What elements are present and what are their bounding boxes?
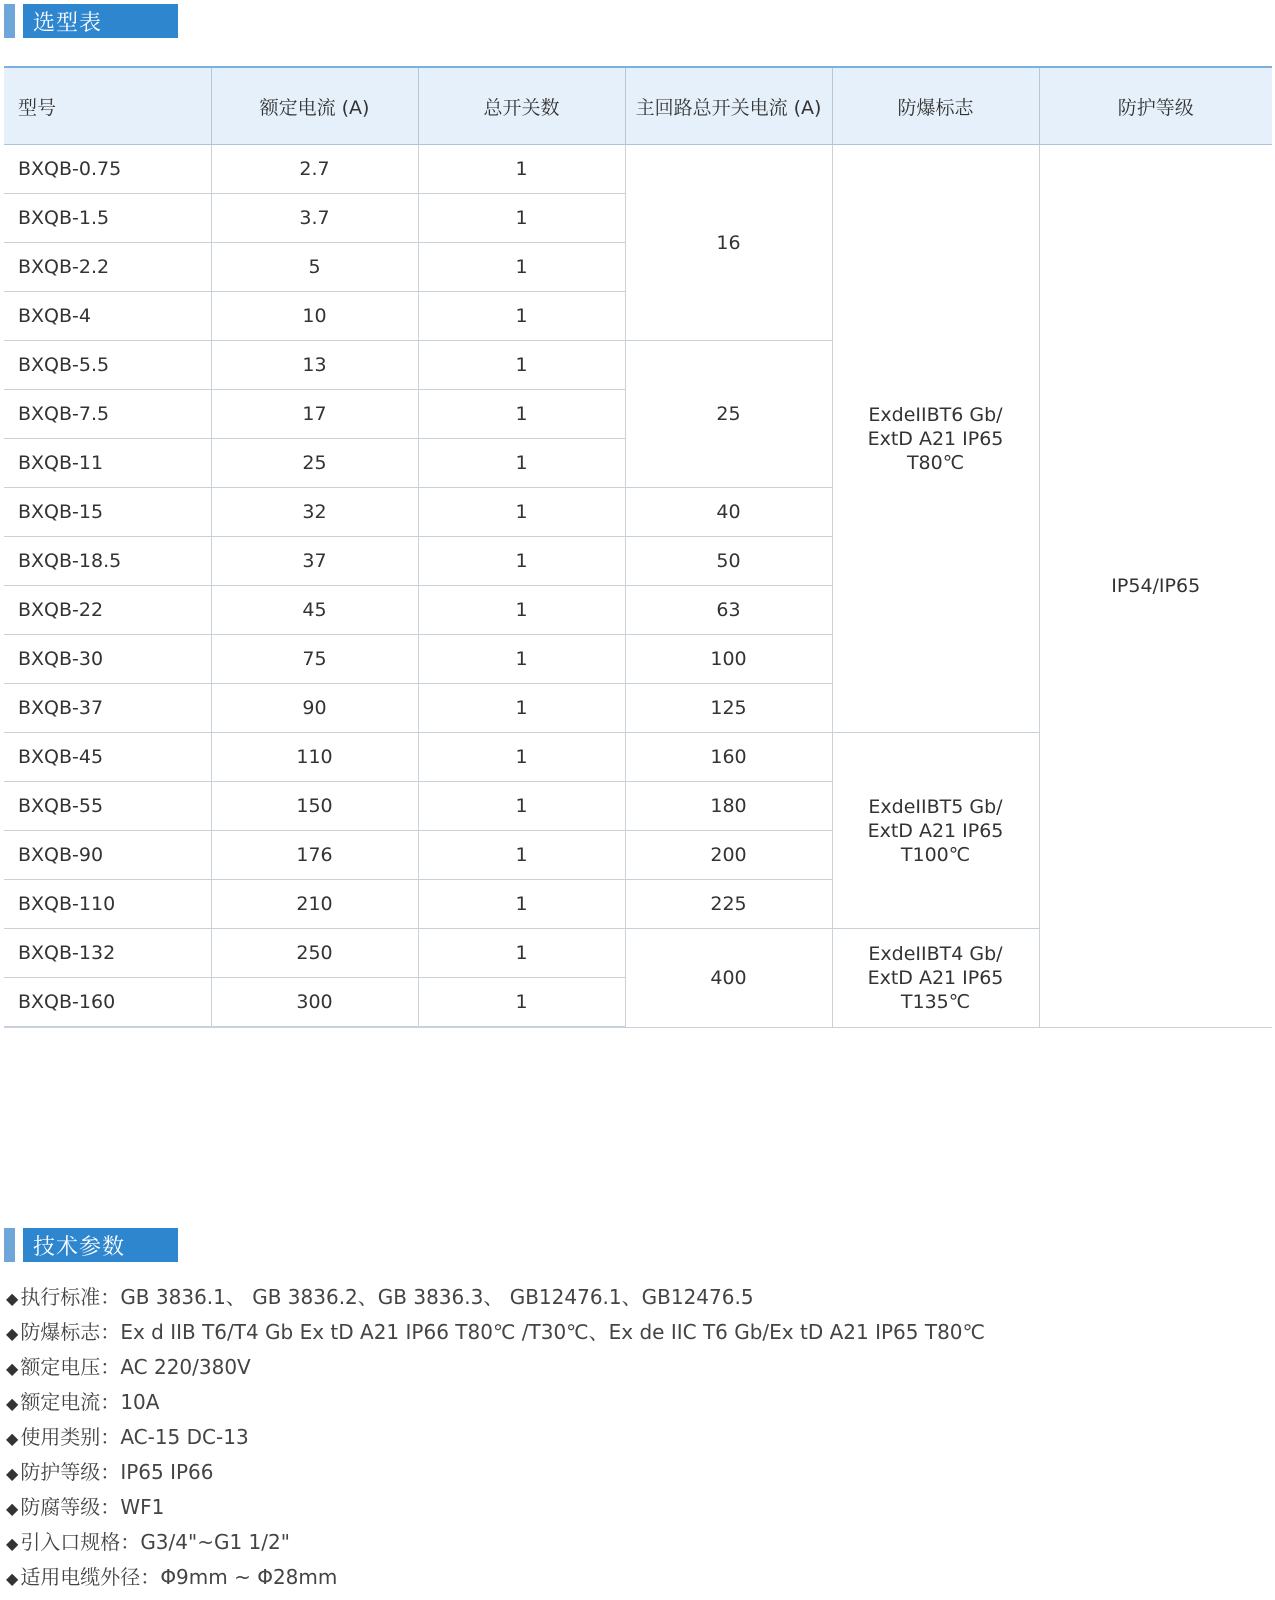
cell-switch-count: 1	[418, 488, 625, 537]
cell-rated-current: 45	[211, 586, 418, 635]
cell-main-switch-current: 100	[625, 635, 832, 684]
cell-rated-current: 110	[211, 733, 418, 782]
cell-rated-current: 150	[211, 782, 418, 831]
cell-main-switch-current: 50	[625, 537, 832, 586]
cell-switch-count: 1	[418, 586, 625, 635]
selection-table-title: 选型表	[23, 4, 178, 38]
cell-switch-count: 1	[418, 292, 625, 341]
cell-model: BXQB-110	[4, 880, 211, 929]
cell-switch-count: 1	[418, 635, 625, 684]
list-item	[6, 1350, 985, 1385]
cell-switch-count: 1	[418, 880, 625, 929]
param-value: WF1	[120, 1495, 165, 1519]
cell-model: BXQB-45	[4, 733, 211, 782]
param-label: 额定电压：	[20, 1355, 121, 1379]
diamond-bullet-icon: ◆	[6, 1534, 19, 1553]
param-value: IP65 IP66	[120, 1460, 214, 1484]
explosion-mark-line: ExdeIIBT4 Gb/	[868, 942, 1003, 965]
cell-switch-count: 1	[418, 243, 625, 292]
list-item	[6, 1315, 985, 1350]
cell-rated-current: 37	[211, 537, 418, 586]
explosion-mark-line: ExdeIIBT5 Gb/	[868, 795, 1003, 818]
cell-main-switch-current: 200	[625, 831, 832, 880]
cell-rated-current: 250	[211, 929, 418, 978]
param-value: GB 3836.1、 GB 3836.2、GB 3836.3、 GB12476.1、GB12476.5	[120, 1285, 754, 1309]
cell-rated-current: 176	[211, 831, 418, 880]
explosion-mark-line: ExdeIIBT6 Gb/	[868, 403, 1003, 426]
param-value: Φ9mm ~ Φ28mm	[160, 1565, 338, 1589]
param-label: 引入口规格：	[20, 1530, 141, 1554]
cell-switch-count: 1	[418, 537, 625, 586]
header-explosion-mark: 防爆标志	[832, 67, 1039, 145]
header-main-switch-current: 主回路总开关电流 (A)	[625, 67, 832, 145]
param-value: AC 220/380V	[120, 1355, 251, 1379]
cell-model: BXQB-7.5	[4, 390, 211, 439]
cell-model: BXQB-11	[4, 439, 211, 488]
param-value: Ex d IIB T6/T4 Gb Ex tD A21 IP66 T80℃ /T30℃、Ex de IIC T6 Gb/Ex tD A21 IP65 T80℃	[120, 1320, 985, 1344]
cell-explosion-mark	[832, 929, 1039, 1028]
cell-main-switch-current: 125	[625, 684, 832, 733]
cell-switch-count: 1	[418, 194, 625, 243]
cell-rated-current: 90	[211, 684, 418, 733]
cell-switch-count: 1	[418, 733, 625, 782]
diamond-bullet-icon: ◆	[6, 1289, 19, 1308]
cell-main-switch-current: 400	[625, 929, 832, 1028]
cell-model: BXQB-1.5	[4, 194, 211, 243]
tech-params-list	[6, 1280, 985, 1595]
cell-model: BXQB-37	[4, 684, 211, 733]
cell-main-switch-current: 16	[625, 145, 832, 341]
cell-rated-current: 210	[211, 880, 418, 929]
cell-model: BXQB-160	[4, 978, 211, 1028]
param-label: 防护等级：	[20, 1460, 121, 1484]
explosion-mark-line: ExtD A21 IP65 T100℃	[867, 819, 1004, 866]
cell-model: BXQB-18.5	[4, 537, 211, 586]
cell-rated-current: 2.7	[211, 145, 418, 194]
cell-switch-count: 1	[418, 929, 625, 978]
cell-rated-current: 17	[211, 390, 418, 439]
cell-switch-count: 1	[418, 782, 625, 831]
diamond-bullet-icon: ◆	[6, 1499, 19, 1518]
param-value: 10A	[120, 1390, 160, 1414]
cell-protection-grade: IP54/IP65	[1039, 145, 1272, 1028]
cell-model: BXQB-0.75	[4, 145, 211, 194]
list-item	[6, 1385, 985, 1420]
param-label: 适用电缆外径：	[20, 1565, 161, 1589]
cell-switch-count: 1	[418, 341, 625, 390]
cell-rated-current: 10	[211, 292, 418, 341]
header-model: 型号	[4, 67, 211, 145]
cell-model: BXQB-30	[4, 635, 211, 684]
diamond-bullet-icon: ◆	[6, 1429, 19, 1448]
param-label: 执行标准：	[20, 1285, 121, 1309]
param-label: 防腐等级：	[20, 1495, 121, 1519]
cell-rated-current: 3.7	[211, 194, 418, 243]
cell-rated-current: 75	[211, 635, 418, 684]
cell-switch-count: 1	[418, 439, 625, 488]
diamond-bullet-icon: ◆	[6, 1359, 19, 1378]
table-header-row	[4, 67, 1272, 145]
diamond-bullet-icon: ◆	[6, 1464, 19, 1483]
explosion-mark-line: ExtD A21 IP65 T80℃	[867, 427, 1004, 474]
param-value: G3/4"~G1 1/2"	[140, 1530, 290, 1554]
diamond-bullet-icon: ◆	[6, 1394, 19, 1413]
table-row	[4, 145, 1272, 194]
cell-main-switch-current: 225	[625, 880, 832, 929]
cell-rated-current: 300	[211, 978, 418, 1028]
cell-model: BXQB-15	[4, 488, 211, 537]
list-item	[6, 1490, 985, 1525]
tech-params-heading	[4, 1228, 178, 1262]
cell-model: BXQB-132	[4, 929, 211, 978]
header-rated-current: 额定电流 (A)	[211, 67, 418, 145]
param-label: 使用类别：	[20, 1425, 121, 1449]
cell-rated-current: 5	[211, 243, 418, 292]
cell-switch-count: 1	[418, 831, 625, 880]
cell-main-switch-current: 180	[625, 782, 832, 831]
cell-rated-current: 25	[211, 439, 418, 488]
cell-main-switch-current: 63	[625, 586, 832, 635]
cell-model: BXQB-22	[4, 586, 211, 635]
cell-switch-count: 1	[418, 145, 625, 194]
cell-model: BXQB-90	[4, 831, 211, 880]
diamond-bullet-icon: ◆	[6, 1569, 19, 1588]
diamond-bullet-icon: ◆	[6, 1324, 19, 1343]
heading-accent-bar	[4, 4, 15, 38]
param-value: AC-15 DC-13	[120, 1425, 249, 1449]
cell-explosion-mark	[832, 733, 1039, 929]
cell-explosion-mark	[832, 145, 1039, 733]
cell-model: BXQB-55	[4, 782, 211, 831]
cell-main-switch-current: 25	[625, 341, 832, 488]
list-item	[6, 1455, 985, 1490]
cell-rated-current: 13	[211, 341, 418, 390]
list-item	[6, 1280, 985, 1315]
cell-main-switch-current: 40	[625, 488, 832, 537]
selection-table-heading	[4, 4, 178, 38]
cell-switch-count: 1	[418, 684, 625, 733]
cell-switch-count: 1	[418, 978, 625, 1028]
cell-model: BXQB-4	[4, 292, 211, 341]
cell-model: BXQB-5.5	[4, 341, 211, 390]
list-item	[6, 1560, 985, 1595]
param-label: 防爆标志：	[20, 1320, 121, 1344]
param-label: 额定电流：	[20, 1390, 121, 1414]
heading-accent-bar	[4, 1228, 15, 1262]
tech-params-title: 技术参数	[23, 1228, 178, 1262]
cell-switch-count: 1	[418, 390, 625, 439]
list-item	[6, 1420, 985, 1455]
selection-table	[4, 66, 1272, 1028]
explosion-mark-line: ExtD A21 IP65 T135℃	[867, 966, 1004, 1013]
cell-model: BXQB-2.2	[4, 243, 211, 292]
cell-main-switch-current: 160	[625, 733, 832, 782]
header-protection-grade: 防护等级	[1039, 67, 1272, 145]
cell-rated-current: 32	[211, 488, 418, 537]
header-switch-count: 总开关数	[418, 67, 625, 145]
list-item	[6, 1525, 985, 1560]
